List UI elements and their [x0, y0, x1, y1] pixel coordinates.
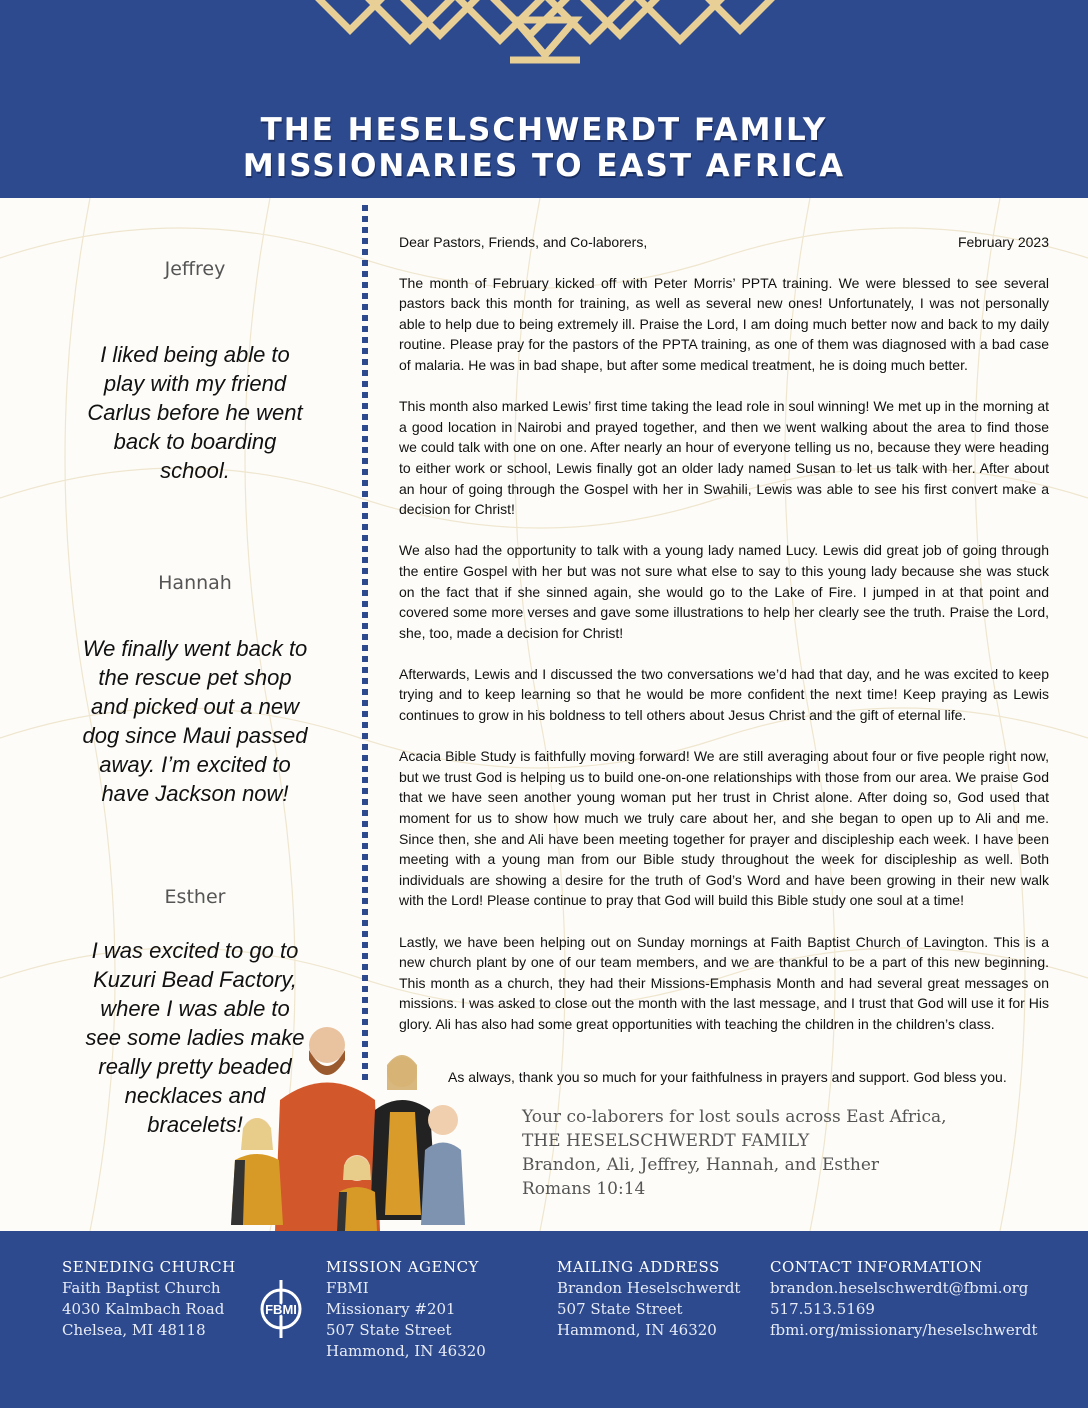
- footer-line: FBMI: [326, 1279, 369, 1297]
- kid-name: Hannah: [158, 572, 232, 594]
- family-photo: [215, 1020, 485, 1231]
- footer-mission-agency: [326, 1257, 486, 1362]
- footer-heading: CONTACT INFORMATION: [770, 1258, 983, 1276]
- signature-verse: Romans 10:14: [522, 1179, 646, 1199]
- logo-text: FBMI: [265, 1302, 297, 1317]
- letter-paragraph: This month also marked Lewis’ first time taking the lead role in soul winning! We met up in the morning at a good location in Nairobi and prayed together, and then we went walking about the area to find those we could talk with one on one. After nearly an hour of everyone telling us no, because they were heading to either work or school, Lewis finally got an older lady named Susan to let us talk with her. After about an hour of going through the Gospel with her in Swahili, Lewis was able to see his first convert make a decision for Christ!: [399, 398, 1049, 518]
- kid-name: Jeffrey: [164, 258, 226, 280]
- footer-mailing-address: [557, 1257, 740, 1341]
- footer-heading: MAILING ADDRESS: [557, 1258, 720, 1276]
- footer-line: Hammond, IN 46320: [557, 1321, 717, 1339]
- header-title-line2: MISSIONARIES TO EAST AFRICA: [242, 148, 846, 184]
- kid-quote: I was excited to go to Kuzuri Bead Factory, where I was able to see some ladies make really pretty beaded necklaces and bracelets!: [85, 938, 305, 1137]
- letter-date: February 2023: [957, 234, 1049, 250]
- kid-quote: I liked being able to play with my friend Carlus before he went back to boarding school.: [87, 342, 303, 483]
- letter-paragraph: Lastly, we have been helping out on Sunday mornings at Faith Baptist Church of Lavington. This is a new church plant by one of our team members, and we are thankful to be a part of this new beginning. This month as a church, they had their Missions-Emphasis Month and had several great messages on missions. I was asked to close out the month with the last message, and I trust that God will use it for His glory. Ali has also had some great opportunities with teaching the children in the children’s class.: [399, 933, 1049, 1032]
- signature-names: Brandon, Ali, Jeffrey, Hannah, and Esther: [522, 1155, 880, 1175]
- footer-sending-church: [62, 1257, 236, 1341]
- signature-line: Your co-laborers for lost souls across East Africa,: [522, 1107, 947, 1127]
- footer-line: Hammond, IN 46320: [326, 1342, 486, 1360]
- footer-line: 507 State Street: [326, 1321, 452, 1339]
- kid-quote: We finally went back to the rescue pet shop and picked out a new dog since Maui passed away. I’m excited to have Jackson now!: [82, 636, 308, 806]
- kid-update-hannah: [80, 572, 310, 808]
- footer-email-link[interactable]: brandon.heselschwerdt@fbmi.org: [770, 1279, 1029, 1297]
- footer-website-link[interactable]: fbmi.org/missionary/heselschwerdt: [770, 1321, 1038, 1339]
- footer-heading: SENEDING CHURCH: [62, 1258, 236, 1276]
- dotted-divider: [362, 205, 368, 1085]
- footer: [0, 1231, 1088, 1408]
- gold-knot-ornament-icon: [290, 0, 800, 80]
- salutation: Dear Pastors, Friends, and Co-laborers,: [399, 234, 648, 250]
- signature-block: [522, 1105, 947, 1201]
- footer-heading: MISSION AGENCY: [326, 1258, 479, 1276]
- footer-line: Brandon Heselschwerdt: [557, 1279, 741, 1297]
- letter-closing: As always, thank you so much for your faithfulness in prayers and support. God bless you.: [448, 1069, 1007, 1085]
- footer-contact-information: [770, 1257, 1038, 1341]
- header-banner: [0, 0, 1088, 198]
- newsletter-letter: [399, 232, 1049, 1055]
- signature-family: THE HESELSCHWERDT FAMILY: [522, 1131, 810, 1151]
- letter-paragraph: The month of February kicked off with Peter Morris’ PPTA training. We were blessed to see several pastors back this month for training, as well as several new ones! Unfortunately, I was not personally able to help due to being extremely ill. Praise the Lord, I am doing much better now and back to my daily routine. Please pray for the pastors of the PPTA training, as one of them was diagnosed with a bad case of malaria. He was in bad shape, but after some medical treatment, he is doing much better.: [399, 274, 1049, 373]
- footer-line: Chelsea, MI 48118: [62, 1321, 206, 1339]
- letter-paragraph: We also had the opportunity to talk with a young lady named Lucy. Lewis did great job of going through the entire Gospel with her but was not sure what else to say to this young lady because she was stuck on the fact that if she sinned again, she would go to the Lake of Fire. I jumped in at that point and covered some more verses and gave some illustrations to help her clearly see the truth. Praise the Lord, she, too, made a decision for Christ!: [399, 542, 1049, 641]
- header-title-line1: THE HESELSCHWERDT FAMILY: [260, 112, 828, 148]
- footer-line: 4030 Kalmbach Road: [62, 1300, 225, 1318]
- kid-update-jeffrey: [80, 258, 310, 485]
- letter-paragraph: Acacia Bible Study is faithfully moving forward! We are still averaging about four or five people right now, but we trust God is helping us to build one-on-one relationships with those from our area. We praise God that we have seen another young woman put her trust in Christ alone. After doing so, God used that moment for us to show how much we truly care about her, and she began to open up to Ali and me. Since then, she and Ali have been meeting together for prayer and discipleship each week. I have been meeting with a young man from our Bible study throughout the week for discipleship as well. Both individuals are showing a desire for the truth of God’s Word and have been growing in their new walk with the Lord! Please continue to pray that God will build this Bible study one soul at a time!: [399, 748, 1049, 909]
- footer-line: Missionary #201: [326, 1300, 456, 1318]
- footer-line: Faith Baptist Church: [62, 1279, 221, 1297]
- letter-paragraph: Afterwards, Lewis and I discussed the two conversations we’d had that day, and he was excited to keep trying and to keep learning so that he would be more confident the next time! Keep praying as Lewis continues to grow in his boldness to tell others about Jesus Christ and the gift of eternal life.: [399, 665, 1049, 724]
- footer-line: 507 State Street: [557, 1300, 683, 1318]
- letter-header: [399, 232, 1049, 253]
- fbmi-logo-icon: [257, 1278, 305, 1340]
- footer-phone[interactable]: 517.513.5169: [770, 1300, 875, 1318]
- kid-name: Esther: [164, 886, 226, 908]
